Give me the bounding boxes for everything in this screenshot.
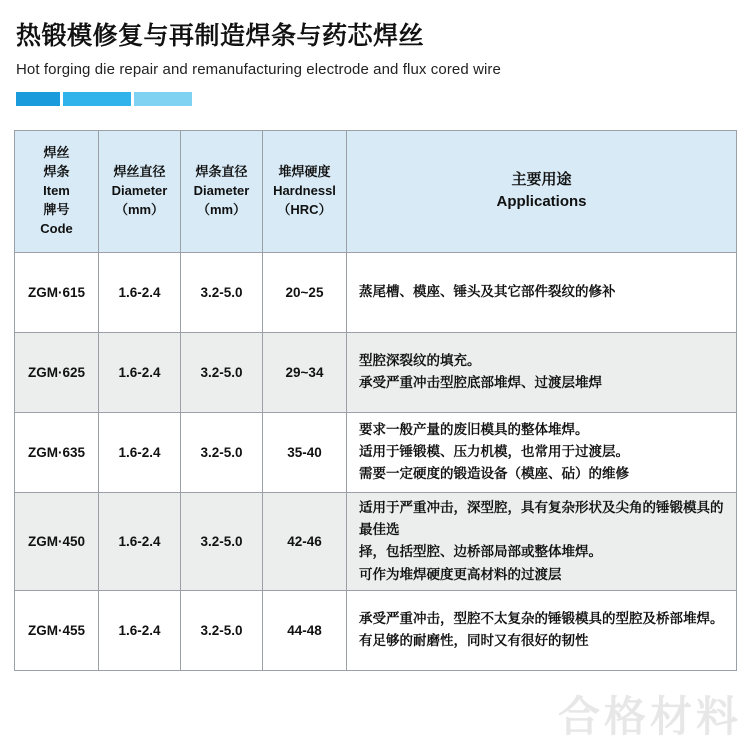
column-header-item-line3: Item	[43, 182, 70, 198]
cell-code: ZGM·615	[15, 252, 99, 332]
cell-code: ZGM·450	[15, 492, 99, 590]
column-header-wire-diameter	[99, 130, 181, 252]
table-row	[15, 332, 737, 412]
watermark-text: 合格材料	[557, 693, 742, 740]
column-header-wire-diameter-line1: 焊丝直径	[113, 163, 166, 179]
cell-applications	[347, 590, 737, 670]
cell-hardness: 29~34	[263, 332, 347, 412]
cell-code: ZGM·455	[15, 590, 99, 670]
column-header-wire-diameter-line3: （mm）	[114, 201, 165, 217]
page-title-chinese: 热锻模修复与再制造焊条与药芯焊丝	[16, 22, 425, 50]
cell-applications	[347, 332, 737, 412]
table-header-row	[15, 130, 737, 252]
application-line: 可作为堆焊硬度更高材料的过渡层	[359, 566, 562, 582]
cell-electrode-diameter: 3.2-5.0	[181, 252, 263, 332]
column-header-item-line5: Code	[40, 220, 73, 236]
cell-applications	[347, 412, 737, 492]
application-line: 要求一般产量的废旧模具的整体堆焊。	[359, 421, 589, 437]
column-header-item-line4: 牌号	[43, 201, 70, 217]
column-header-electrode-diameter-line2: Diameter	[193, 182, 250, 198]
cell-electrode-diameter: 3.2-5.0	[181, 412, 263, 492]
page-title-english: Hot forging die repair and remanufacturing electrode and flux cored wire	[16, 60, 501, 78]
column-header-applications-line2: Applications	[496, 193, 587, 211]
cell-wire-diameter: 1.6-2.4	[99, 590, 181, 670]
cell-applications	[347, 252, 737, 332]
cell-electrode-diameter: 3.2-5.0	[181, 332, 263, 412]
table-row	[15, 412, 737, 492]
accent-bar-primary	[16, 92, 60, 106]
cell-wire-diameter: 1.6-2.4	[99, 332, 181, 412]
column-header-item-line2: 焊条	[43, 163, 70, 179]
application-line: 适用于严重冲击，深型腔，具有复杂形状及尖角的锤锻模具的最佳选	[359, 499, 724, 538]
application-line: 择，包括型腔、边桥部局部或整体堆焊。	[359, 544, 602, 560]
cell-applications	[347, 492, 737, 590]
column-header-electrode-diameter-line3: （mm）	[196, 201, 247, 217]
application-line: 承受严重冲击，型腔不太复杂的锤锻模具的型腔及桥部堆焊。	[359, 611, 724, 627]
accent-bar-secondary	[63, 92, 131, 106]
column-header-hardness-line2: Hardnessl	[273, 182, 336, 198]
accent-rule-group	[16, 92, 736, 106]
table-row	[15, 590, 737, 670]
table-row	[15, 252, 737, 332]
column-header-wire-diameter-line2: Diameter	[111, 182, 168, 198]
cell-wire-diameter: 1.6-2.4	[99, 252, 181, 332]
application-line: 承受严重冲击型腔底部堆焊、过渡层堆焊	[359, 375, 602, 391]
application-line: 蒸尾槽、模座、锤头及其它部件裂纹的修补	[359, 284, 616, 300]
table-row	[15, 492, 737, 590]
cell-wire-diameter: 1.6-2.4	[99, 412, 181, 492]
column-header-applications-line1: 主要用途	[511, 170, 572, 188]
cell-hardness: 35-40	[263, 412, 347, 492]
cell-wire-diameter: 1.6-2.4	[99, 492, 181, 590]
cell-code: ZGM·625	[15, 332, 99, 412]
column-header-electrode-diameter	[181, 130, 263, 252]
accent-bar-tertiary	[134, 92, 192, 106]
cell-electrode-diameter: 3.2-5.0	[181, 590, 263, 670]
application-line: 型腔深裂纹的填充。	[359, 352, 481, 368]
document-header	[14, 0, 736, 106]
table-header	[15, 130, 737, 252]
cell-code: ZGM·635	[15, 412, 99, 492]
column-header-hardness-line3: （HRC）	[277, 201, 332, 217]
column-header-hardness	[263, 130, 347, 252]
column-header-item	[15, 130, 99, 252]
application-line: 需要一定硬度的锻造设备（模座、砧）的维修	[359, 466, 629, 482]
cell-hardness: 20~25	[263, 252, 347, 332]
column-header-applications	[347, 130, 737, 252]
specification-table	[14, 130, 737, 671]
cell-hardness: 42-46	[263, 492, 347, 590]
table-body	[15, 252, 737, 670]
cell-electrode-diameter: 3.2-5.0	[181, 492, 263, 590]
column-header-item-line1: 焊丝	[43, 145, 70, 161]
cell-hardness: 44-48	[263, 590, 347, 670]
application-line: 适用于锤锻模、压力机模，也常用于过渡层。	[359, 444, 629, 460]
application-line: 有足够的耐磨性，同时又有很好的韧性	[359, 633, 589, 649]
column-header-hardness-line1: 堆焊硬度	[278, 163, 331, 179]
column-header-electrode-diameter-line1: 焊条直径	[195, 163, 248, 179]
